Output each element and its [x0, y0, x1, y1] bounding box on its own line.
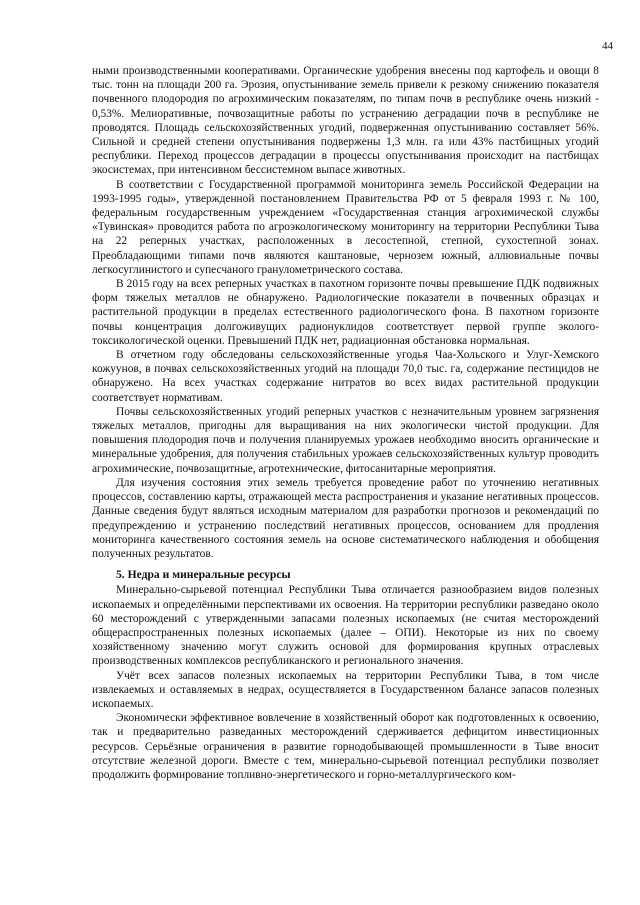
page-number: 44	[602, 40, 613, 52]
paragraph: ными производственными кооперативами. Органические удобрения внесены под картофель и овощи 8 тыс. тонн на площади 200 га. Эрозия, опустынивание земель привели к резкому снижению показателя почвенного плодородия по агрохимическим показателям, по типам почв в республике очень низкий - 0,53%. Мелиоративные, почвозащитные работы по устранению деградации почв в республике не проводятся. Площадь сельскохозяйственных угодий, подверженная опустыниванию составляет 56%. Сильной и средней степени опустынивания подвержены 1,3 млн. га или 43% пастбищных угодий республики. Переход процессов деградации в процессы опустынивания происходит на пастбищах экосистемах, при интенсивном бессистемном выпасе животных.	[92, 65, 599, 177]
paragraph: Почвы сельскохозяйственных угодий реперных участков с незначительным уровнем загрязнения тяжелых металлов, пригодны для выращивания на них экологически чистой продукции. Для повышения плодородия почв и получения планируемых урожаев необходимо вносить органические и минеральные удобрения, для получения стабильных урожаев сельскохозяйственных культур проводить агрохимические, почвозащитные, агротехнические, фитосанитарные мероприятия.	[92, 405, 599, 475]
page-body	[92, 64, 599, 782]
paragraph: В 2015 году на всех реперных участках в пахотном горизонте почвы превышение ПДК подвижных форм тяжелых металлов не обнаружено. Радиологические показатели в почвенных образцах и растительной продукции в пределах естественного радиологического фона. В пахотном горизонте почвы концентрация долгоживущих радионуклидов соответствует первой группе эколого-токсикологической оценки. Превышений ПДК нет, радиационная обстановка нормальная.	[92, 278, 599, 347]
section-heading: 5. Недра и минеральные ресурсы	[116, 568, 291, 582]
paragraph: Минерально-сырьевой потенциал Республики Тыва отличается разнообразием видов полезных ископаемых и определёнными перспективами их освоения. На территории республики разведано около 60 месторождений с утвержденными запасами полезных ископаемых (не считая месторождений общераспространенных полезных ископаемых (далее – ОПИ). Некоторые из них по своему хозяйственному значению могут служить основой для формирования крупных отраслевых производственных комплексов республиканского и регионального значения.	[92, 584, 599, 668]
paragraph: Экономически эффективное вовлечение в хозяйственный оборот как подготовленных к освоению, так и предварительно разведанных месторождений сдерживается дефицитом инвестиционных ресурсов. Серьёзные ограничения в развитие горнодобывающей промышленности в Тыве вносит отсутствие железной дороги. Вместе с тем, минерально-сырьевой потенциал республики позволяет продолжить формирование топливно-энергетического и горно-металлургического ком-	[92, 712, 599, 781]
paragraph: В отчетном году обследованы сельскохозяйственные угодья Чаа-Хольского и Улуг-Хемского кожуунов, в почвах сельскохозяйственных угодий на площади 70,0 тыс. га, содержание пестицидов не обнаружено. На всех участках содержание нитратов во всех видах растительной продукции соответствует нормативам.	[92, 349, 599, 404]
paragraph: Для изучения состояния этих земель требуется проведение работ по уточнению негативных процессов, составлению карты, отражающей места распространения и указание негативных процессов. Данные сведения будут являться исходным материалом для разработки прогнозов и рекомендаций по предупреждению и устранению последствий негативных процессов, основанием для продления мониторинга качественного состояния земель на основе систематического наблюдения и обобщения полученных результатов.	[92, 476, 599, 560]
paragraph: Учёт всех запасов полезных ископаемых на территории Республики Тыва, в том числе извлекаемых и оставляемых в недрах, осуществляется в Государственном балансе запасов полезных ископаемых.	[92, 669, 599, 710]
paragraph: В соответствии с Государственной программой мониторинга земель Российской Федерации на 1993-1995 годы», утвержденной постановлением Правительства РФ от 5 февраля 1993 г. № 100, федеральным государственным учреждением «Государственная станция агрохимической службы «Тувинская» проводится работа по агроэкологическому мониторингу на территории Республики Тыва на 22 реперных участках, расположенных в лесостепной, степной, сухостепной зонах. Преобладающими типами почв являются каштановые, чернозем южный, аллювиальные почвы легкосуглинистого и супесчаного гранулометрического состава.	[92, 178, 599, 276]
